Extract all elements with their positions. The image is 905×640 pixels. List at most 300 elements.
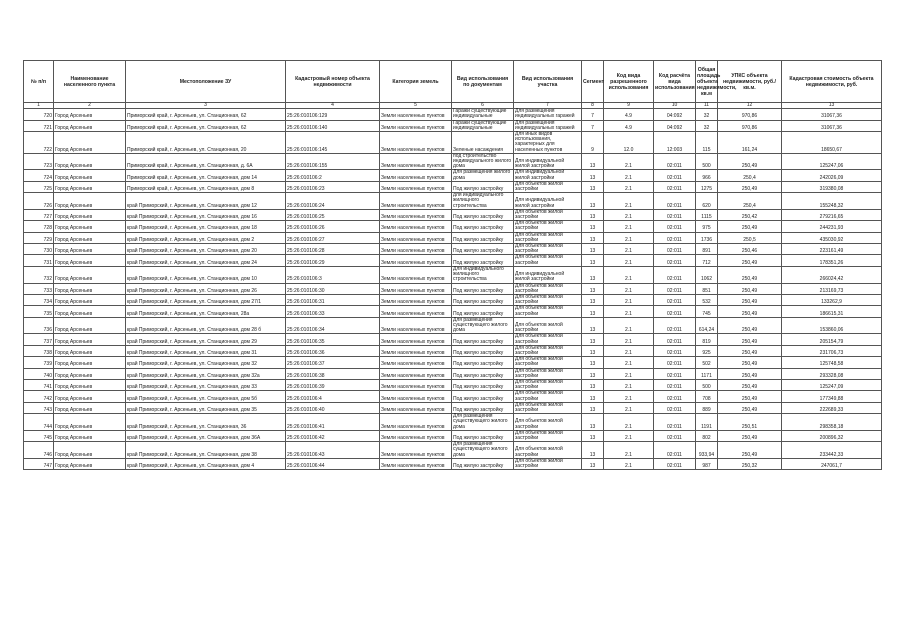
document-use-cell: Под жилую застройку bbox=[452, 357, 514, 368]
cadastral-cost-cell: 233442,33 bbox=[782, 442, 882, 459]
cadastral-number-cell: 25:26:010106:26 bbox=[286, 221, 380, 232]
permitted-use-code-cell: 2.1 bbox=[604, 170, 654, 181]
area-cell: 851 bbox=[696, 283, 718, 294]
settlement-name-cell: Город Арсеньев bbox=[54, 402, 126, 413]
column-number: 9 bbox=[604, 103, 654, 109]
document-use-cell: Под жилую застройку bbox=[452, 345, 514, 356]
header-cell: УПКС объекта недвижимости, руб./кв.м. bbox=[718, 61, 782, 103]
plot-location-cell: Приморский край, г. Арсеньев, ул. Станционная, дом 14 bbox=[126, 170, 286, 181]
row-number-cell: 744 bbox=[24, 414, 54, 431]
column-number: 8 bbox=[582, 103, 604, 109]
settlement-name-cell: Город Арсеньев bbox=[54, 244, 126, 255]
document-use-cell: Под жилую застройку bbox=[452, 209, 514, 220]
permitted-use-code-cell: 2.1 bbox=[604, 368, 654, 379]
use-calc-code-cell: 02:011 bbox=[654, 402, 696, 413]
land-category-cell: Земли населенных пунктов bbox=[380, 306, 452, 317]
upks-cell: 250,49 bbox=[718, 368, 782, 379]
row-number-cell: 730 bbox=[24, 244, 54, 255]
area-cell: 712 bbox=[696, 255, 718, 266]
segment-cell: 13 bbox=[582, 153, 604, 170]
cadastral-cost-cell: 222689,33 bbox=[782, 402, 882, 413]
plot-location-cell: край Приморский, г. Арсеньев, ул. Станционная, дом 24 bbox=[126, 255, 286, 266]
row-number-cell: 736 bbox=[24, 317, 54, 334]
plot-use-cell: Для объектов жилой застройки bbox=[514, 294, 582, 305]
permitted-use-code-cell: 2.1 bbox=[604, 391, 654, 402]
area-cell: 819 bbox=[696, 334, 718, 345]
table-row bbox=[24, 357, 882, 368]
cadastral-cost-cell: 153860,06 bbox=[782, 317, 882, 334]
plot-location-cell: Приморский край, г. Арсеньев, ул. Станционная, 62 bbox=[126, 109, 286, 120]
table-row bbox=[24, 402, 882, 413]
table-body bbox=[24, 109, 882, 470]
land-category-cell: Земли населенных пунктов bbox=[380, 458, 452, 469]
segment-cell: 13 bbox=[582, 345, 604, 356]
plot-location-cell: край Приморский, г. Арсеньев, ул. Станционная, дом 16 bbox=[126, 209, 286, 220]
plot-location-cell: край Приморский, г. Арсеньев, ул. Станционная, 28а bbox=[126, 306, 286, 317]
plot-location-cell: край Приморский, г. Арсеньев, ул. Станционная, дом 2 bbox=[126, 232, 286, 243]
document-use-cell: Гаражи существующие индивидуальные bbox=[452, 109, 514, 120]
table-row bbox=[24, 283, 882, 294]
cadastral-number-cell: 25:26:010106:43 bbox=[286, 442, 380, 459]
table-row bbox=[24, 132, 882, 154]
document-use-cell: Зеленые насаждения bbox=[452, 132, 514, 154]
cadastral-number-cell: 25:26:010106:38 bbox=[286, 368, 380, 379]
upks-cell: 250,46 bbox=[718, 244, 782, 255]
segment-cell: 13 bbox=[582, 193, 604, 210]
upks-cell: 250,51 bbox=[718, 414, 782, 431]
area-cell: 1062 bbox=[696, 266, 718, 283]
row-number-cell: 741 bbox=[24, 379, 54, 390]
settlement-name-cell: Город Арсеньев bbox=[54, 266, 126, 283]
use-calc-code-cell: 02:011 bbox=[654, 244, 696, 255]
cadastral-number-cell: 25:26:010106:39 bbox=[286, 379, 380, 390]
plot-location-cell: край Приморский, г. Арсеньев, ул. Станционная, 36 bbox=[126, 414, 286, 431]
cadastral-number-cell: 25:26:010106:24 bbox=[286, 193, 380, 210]
row-number-cell: 723 bbox=[24, 153, 54, 170]
segment-cell: 13 bbox=[582, 209, 604, 220]
upks-cell: 250,49 bbox=[718, 153, 782, 170]
permitted-use-code-cell: 2.1 bbox=[604, 244, 654, 255]
land-category-cell: Земли населенных пунктов bbox=[380, 244, 452, 255]
use-calc-code-cell: 02:011 bbox=[654, 414, 696, 431]
document-use-cell: Для размещения существующего жилого дома bbox=[452, 317, 514, 334]
cadastral-number-cell: 25:26:010106:40 bbox=[286, 402, 380, 413]
plot-location-cell: край Приморский, г. Арсеньев, ул. Станционная, дом 4 bbox=[126, 458, 286, 469]
plot-location-cell: Приморский край, г. Арсеньев, ул. Станционная, 62 bbox=[126, 120, 286, 131]
row-number-cell: 745 bbox=[24, 430, 54, 441]
settlement-name-cell: Город Арсеньев bbox=[54, 221, 126, 232]
area-cell: 532 bbox=[696, 294, 718, 305]
document-use-cell: Под жилую застройку bbox=[452, 391, 514, 402]
upks-cell: 250,49 bbox=[718, 379, 782, 390]
permitted-use-code-cell: 2.1 bbox=[604, 193, 654, 210]
table-row bbox=[24, 109, 882, 120]
permitted-use-code-cell: 4.9 bbox=[604, 109, 654, 120]
document-use-cell: Под жилую застройку bbox=[452, 244, 514, 255]
row-number-cell: 735 bbox=[24, 306, 54, 317]
plot-use-cell: Для объектов жилой застройки bbox=[514, 232, 582, 243]
row-number-cell: 746 bbox=[24, 442, 54, 459]
land-category-cell: Земли населенных пунктов bbox=[380, 294, 452, 305]
cadastral-cost-cell: 18650,67 bbox=[782, 132, 882, 154]
settlement-name-cell: Город Арсеньев bbox=[54, 414, 126, 431]
use-calc-code-cell: 02:011 bbox=[654, 255, 696, 266]
upks-cell: 250,49 bbox=[718, 283, 782, 294]
land-category-cell: Земли населенных пунктов bbox=[380, 402, 452, 413]
column-number: 11 bbox=[696, 103, 718, 109]
header-cell: Вид использования по документам bbox=[452, 61, 514, 103]
plot-use-cell: Для объектов жилой застройки bbox=[514, 221, 582, 232]
table-row bbox=[24, 414, 882, 431]
table-row bbox=[24, 345, 882, 356]
area-cell: 745 bbox=[696, 306, 718, 317]
segment-cell: 13 bbox=[582, 221, 604, 232]
land-category-cell: Земли населенных пунктов bbox=[380, 391, 452, 402]
plot-use-cell: Для объектов жилой застройки bbox=[514, 357, 582, 368]
settlement-name-cell: Город Арсеньев bbox=[54, 283, 126, 294]
cadastral-number-cell: 25:26:010106:140 bbox=[286, 120, 380, 131]
settlement-name-cell: Город Арсеньев bbox=[54, 306, 126, 317]
segment-cell: 13 bbox=[582, 317, 604, 334]
plot-location-cell: край Приморский, г. Арсеньев, ул. Станционная, дом 33 bbox=[126, 379, 286, 390]
area-cell: 891 bbox=[696, 244, 718, 255]
plot-use-cell: Для объектов жилой застройки bbox=[514, 458, 582, 469]
cadastral-cost-cell: 31067,36 bbox=[782, 109, 882, 120]
cadastral-number-cell: 25:26:010106:27 bbox=[286, 232, 380, 243]
cadastral-cost-cell: 435030,92 bbox=[782, 232, 882, 243]
permitted-use-code-cell: 2.1 bbox=[604, 209, 654, 220]
document-use-cell: под строительство индивидуального жилого дома bbox=[452, 153, 514, 170]
cadastral-number-cell: 25:26:010106:42 bbox=[286, 430, 380, 441]
area-cell: 933,94 bbox=[696, 442, 718, 459]
segment-cell: 13 bbox=[582, 232, 604, 243]
plot-location-cell: Приморский край, г. Арсеньев, ул. Станционная, д. 6А bbox=[126, 153, 286, 170]
cadastral-cost-cell: 125748,58 bbox=[782, 357, 882, 368]
plot-use-cell: Для объектов жилой застройки bbox=[514, 317, 582, 334]
segment-cell: 13 bbox=[582, 430, 604, 441]
plot-use-cell: Для индивидуальной жилой застройки bbox=[514, 170, 582, 181]
plot-location-cell: край Приморский, г. Арсеньев, ул. Станционная, дом 10 bbox=[126, 266, 286, 283]
use-calc-code-cell: 02:011 bbox=[654, 209, 696, 220]
header-cell: Категория земель bbox=[380, 61, 452, 103]
upks-cell: 250,49 bbox=[718, 294, 782, 305]
table-row bbox=[24, 120, 882, 131]
cadastral-cost-cell: 319380,08 bbox=[782, 181, 882, 192]
permitted-use-code-cell: 2.1 bbox=[604, 294, 654, 305]
area-cell: 32 bbox=[696, 109, 718, 120]
use-calc-code-cell: 12:003 bbox=[654, 132, 696, 154]
cadastral-number-cell: 25:26:010106:3 bbox=[286, 266, 380, 283]
cadastral-cost-cell: 231706,73 bbox=[782, 345, 882, 356]
table-row bbox=[24, 368, 882, 379]
cadastral-number-cell: 25:26:010106:36 bbox=[286, 345, 380, 356]
row-number-cell: 739 bbox=[24, 357, 54, 368]
permitted-use-code-cell: 4.9 bbox=[604, 120, 654, 131]
plot-use-cell: Для индивидуальной жилой застройки bbox=[514, 266, 582, 283]
upks-cell: 250,49 bbox=[718, 402, 782, 413]
plot-use-cell: Для объектов жилой застройки bbox=[514, 283, 582, 294]
land-category-cell: Земли населенных пунктов bbox=[380, 132, 452, 154]
cadastral-cost-cell: 223161,49 bbox=[782, 244, 882, 255]
settlement-name-cell: Город Арсеньев bbox=[54, 368, 126, 379]
use-calc-code-cell: 02:011 bbox=[654, 357, 696, 368]
cadastral-cost-cell: 266024,42 bbox=[782, 266, 882, 283]
plot-use-cell: Для объектов жилой застройки bbox=[514, 379, 582, 390]
cadastral-number-cell: 25:26:010106:28 bbox=[286, 244, 380, 255]
use-calc-code-cell: 02:011 bbox=[654, 193, 696, 210]
use-calc-code-cell: 02:011 bbox=[654, 442, 696, 459]
permitted-use-code-cell: 12.0 bbox=[604, 132, 654, 154]
use-calc-code-cell: 02:011 bbox=[654, 306, 696, 317]
segment-cell: 13 bbox=[582, 266, 604, 283]
document-use-cell: Под жилую застройку bbox=[452, 368, 514, 379]
cadastral-cost-cell: 31067,36 bbox=[782, 120, 882, 131]
table-header-row bbox=[24, 61, 882, 103]
use-calc-code-cell: 02:011 bbox=[654, 170, 696, 181]
use-calc-code-cell: 02:011 bbox=[654, 334, 696, 345]
row-number-cell: 722 bbox=[24, 132, 54, 154]
header-cell: Кадастровая стоимость объекта недвижимости, руб. bbox=[782, 61, 882, 103]
settlement-name-cell: Город Арсеньев bbox=[54, 379, 126, 390]
segment-cell: 13 bbox=[582, 357, 604, 368]
segment-cell: 13 bbox=[582, 283, 604, 294]
area-cell: 500 bbox=[696, 153, 718, 170]
plot-use-cell: Для объектов жилой застройки bbox=[514, 334, 582, 345]
permitted-use-code-cell: 2.1 bbox=[604, 357, 654, 368]
plot-location-cell: край Приморский, г. Арсеньев, ул. Станционная, дом 38 bbox=[126, 442, 286, 459]
document-use-cell: Под жилую застройку bbox=[452, 430, 514, 441]
column-number: 13 bbox=[782, 103, 882, 109]
document-use-cell: Под жилую застройку bbox=[452, 458, 514, 469]
table-row bbox=[24, 170, 882, 181]
area-cell: 925 bbox=[696, 345, 718, 356]
area-cell: 975 bbox=[696, 221, 718, 232]
segment-cell: 13 bbox=[582, 334, 604, 345]
table-row bbox=[24, 306, 882, 317]
segment-cell: 13 bbox=[582, 294, 604, 305]
land-category-cell: Земли населенных пунктов bbox=[380, 109, 452, 120]
upks-cell: 250,4 bbox=[718, 170, 782, 181]
permitted-use-code-cell: 2.1 bbox=[604, 221, 654, 232]
cadastral-cost-cell: 186615,31 bbox=[782, 306, 882, 317]
settlement-name-cell: Город Арсеньев bbox=[54, 317, 126, 334]
permitted-use-code-cell: 2.1 bbox=[604, 255, 654, 266]
plot-use-cell: Для иных видов использования, характерных для населенных пунктов bbox=[514, 132, 582, 154]
permitted-use-code-cell: 2.1 bbox=[604, 345, 654, 356]
settlement-name-cell: Город Арсеньев bbox=[54, 153, 126, 170]
column-number: 5 bbox=[380, 103, 452, 109]
plot-location-cell: край Приморский, г. Арсеньев, ул. Станционная, дом 12 bbox=[126, 193, 286, 210]
land-category-cell: Земли населенных пунктов bbox=[380, 221, 452, 232]
cadastral-cost-cell: 125247,09 bbox=[782, 379, 882, 390]
column-number: 4 bbox=[286, 103, 380, 109]
upks-cell: 250,49 bbox=[718, 391, 782, 402]
row-number-cell: 738 bbox=[24, 345, 54, 356]
permitted-use-code-cell: 2.1 bbox=[604, 414, 654, 431]
document-use-cell: Под жилую застройку bbox=[452, 379, 514, 390]
row-number-cell: 720 bbox=[24, 109, 54, 120]
document-use-cell: Для размещения существующего жилого дома bbox=[452, 442, 514, 459]
table-row bbox=[24, 430, 882, 441]
column-number: 10 bbox=[654, 103, 696, 109]
plot-location-cell: край Приморский, г. Арсеньев, ул. Станционная, дом 36А bbox=[126, 430, 286, 441]
plot-location-cell: край Приморский, г. Арсеньев, ул. Станционная, дом 32а bbox=[126, 368, 286, 379]
cadastral-value-table bbox=[23, 60, 882, 470]
upks-cell: 250,49 bbox=[718, 442, 782, 459]
segment-cell: 13 bbox=[582, 255, 604, 266]
segment-cell: 13 bbox=[582, 170, 604, 181]
segment-cell: 7 bbox=[582, 109, 604, 120]
land-category-cell: Земли населенных пунктов bbox=[380, 368, 452, 379]
cadastral-cost-cell: 244231,93 bbox=[782, 221, 882, 232]
plot-location-cell: край Приморский, г. Арсеньев, ул. Станционная, дом 35 bbox=[126, 402, 286, 413]
cadastral-number-cell: 25:26:010106:37 bbox=[286, 357, 380, 368]
table-row bbox=[24, 153, 882, 170]
settlement-name-cell: Город Арсеньев bbox=[54, 391, 126, 402]
cadastral-number-cell: 25:26:010106:35 bbox=[286, 334, 380, 345]
column-number: 6 bbox=[452, 103, 514, 109]
area-cell: 708 bbox=[696, 391, 718, 402]
table-row bbox=[24, 391, 882, 402]
plot-use-cell: Для размещения индивидуальных гаражей bbox=[514, 109, 582, 120]
upks-cell: 250,5 bbox=[718, 232, 782, 243]
upks-cell: 250,49 bbox=[718, 357, 782, 368]
use-calc-code-cell: 02:011 bbox=[654, 283, 696, 294]
table-row bbox=[24, 255, 882, 266]
settlement-name-cell: Город Арсеньев bbox=[54, 181, 126, 192]
plot-location-cell: край Приморский, г. Арсеньев, ул. Станционная, дом 29 bbox=[126, 334, 286, 345]
row-number-cell: 727 bbox=[24, 209, 54, 220]
use-calc-code-cell: 02:011 bbox=[654, 232, 696, 243]
area-cell: 115 bbox=[696, 132, 718, 154]
land-category-cell: Земли населенных пунктов bbox=[380, 232, 452, 243]
cadastral-number-cell: 25:26:010106:30 bbox=[286, 283, 380, 294]
document-use-cell: Под жилую застройку bbox=[452, 181, 514, 192]
area-cell: 802 bbox=[696, 430, 718, 441]
cadastral-number-cell: 25:26:010106:2 bbox=[286, 170, 380, 181]
use-calc-code-cell: 02:011 bbox=[654, 294, 696, 305]
plot-use-cell: Для объектов жилой застройки bbox=[514, 368, 582, 379]
cadastral-number-cell: 25:26:010106:145 bbox=[286, 132, 380, 154]
use-calc-code-cell: 02:011 bbox=[654, 379, 696, 390]
upks-cell: 970,86 bbox=[718, 109, 782, 120]
upks-cell: 250,32 bbox=[718, 458, 782, 469]
row-number-cell: 742 bbox=[24, 391, 54, 402]
row-number-cell: 743 bbox=[24, 402, 54, 413]
column-number: 7 bbox=[514, 103, 582, 109]
cadastral-cost-cell: 205154,79 bbox=[782, 334, 882, 345]
plot-use-cell: Для объектов жилой застройки bbox=[514, 391, 582, 402]
cadastral-number-cell: 25:26:010106:31 bbox=[286, 294, 380, 305]
area-cell: 889 bbox=[696, 402, 718, 413]
permitted-use-code-cell: 2.1 bbox=[604, 379, 654, 390]
area-cell: 966 bbox=[696, 170, 718, 181]
segment-cell: 13 bbox=[582, 414, 604, 431]
document-use-cell: для индивидуального жилищного строительства bbox=[452, 193, 514, 210]
plot-location-cell: Приморский край, г. Арсеньев, ул. Станционная, 20 bbox=[126, 132, 286, 154]
row-number-cell: 725 bbox=[24, 181, 54, 192]
row-number-cell: 726 bbox=[24, 193, 54, 210]
land-category-cell: Земли населенных пунктов bbox=[380, 345, 452, 356]
upks-cell: 250,49 bbox=[718, 181, 782, 192]
document-use-cell: Под жилую застройку bbox=[452, 334, 514, 345]
land-category-cell: Земли населенных пунктов bbox=[380, 317, 452, 334]
use-calc-code-cell: 04:092 bbox=[654, 120, 696, 131]
segment-cell: 13 bbox=[582, 181, 604, 192]
document-use-cell: Для размещения существующего жилого дома bbox=[452, 414, 514, 431]
permitted-use-code-cell: 2.1 bbox=[604, 181, 654, 192]
plot-use-cell: Для объектов жилой застройки bbox=[514, 430, 582, 441]
row-number-cell: 724 bbox=[24, 170, 54, 181]
table-row bbox=[24, 266, 882, 283]
land-category-cell: Земли населенных пунктов bbox=[380, 120, 452, 131]
cadastral-cost-cell: 247061,7 bbox=[782, 458, 882, 469]
table-row bbox=[24, 181, 882, 192]
settlement-name-cell: Город Арсеньев bbox=[54, 232, 126, 243]
table-row bbox=[24, 458, 882, 469]
plot-location-cell: край Приморский, г. Арсеньев, ул. Станционная, дом 5б bbox=[126, 391, 286, 402]
area-cell: 1736 bbox=[696, 232, 718, 243]
settlement-name-cell: Город Арсеньев bbox=[54, 458, 126, 469]
land-category-cell: Земли населенных пунктов bbox=[380, 209, 452, 220]
row-number-cell: 733 bbox=[24, 283, 54, 294]
land-category-cell: Земли населенных пунктов bbox=[380, 334, 452, 345]
header-cell: Местоположение ЗУ bbox=[126, 61, 286, 103]
area-cell: 502 bbox=[696, 357, 718, 368]
use-calc-code-cell: 02:011 bbox=[654, 153, 696, 170]
row-number-cell: 731 bbox=[24, 255, 54, 266]
land-category-cell: Земли населенных пунктов bbox=[380, 181, 452, 192]
cadastral-number-cell: 25:26:010106:25 bbox=[286, 209, 380, 220]
area-cell: 614,24 bbox=[696, 317, 718, 334]
upks-cell: 250,49 bbox=[718, 317, 782, 334]
segment-cell: 7 bbox=[582, 120, 604, 131]
settlement-name-cell: Город Арсеньев bbox=[54, 442, 126, 459]
settlement-name-cell: Город Арсеньев bbox=[54, 334, 126, 345]
permitted-use-code-cell: 2.1 bbox=[604, 430, 654, 441]
land-category-cell: Земли населенных пунктов bbox=[380, 414, 452, 431]
settlement-name-cell: Город Арсеньев bbox=[54, 255, 126, 266]
land-category-cell: Земли населенных пунктов bbox=[380, 266, 452, 283]
cadastral-number-cell: 25:26:010106:4 bbox=[286, 391, 380, 402]
cadastral-cost-cell: 155248,32 bbox=[782, 193, 882, 210]
land-category-cell: Земли населенных пунктов bbox=[380, 379, 452, 390]
use-calc-code-cell: 02:011 bbox=[654, 430, 696, 441]
upks-cell: 250,49 bbox=[718, 266, 782, 283]
document-use-cell: Под жилую застройку bbox=[452, 294, 514, 305]
document-use-cell: Для индивидуального жилищного строительства bbox=[452, 266, 514, 283]
document-use-cell: Под жилую застройку bbox=[452, 221, 514, 232]
settlement-name-cell: Город Арсеньев bbox=[54, 132, 126, 154]
cadastral-number-cell: 25:26:010106:29 bbox=[286, 255, 380, 266]
cadastral-cost-cell: 178351,26 bbox=[782, 255, 882, 266]
header-cell: № п/п bbox=[24, 61, 54, 103]
cadastral-cost-cell: 213169,73 bbox=[782, 283, 882, 294]
header-cell: Сегмент bbox=[582, 61, 604, 103]
use-calc-code-cell: 02:011 bbox=[654, 266, 696, 283]
use-calc-code-cell: 04:092 bbox=[654, 109, 696, 120]
plot-use-cell: Для индивидуальной жилой застройки bbox=[514, 193, 582, 210]
row-number-cell: 734 bbox=[24, 294, 54, 305]
land-category-cell: Земли населенных пунктов bbox=[380, 442, 452, 459]
document-use-cell: Под жилую застройку bbox=[452, 283, 514, 294]
segment-cell: 13 bbox=[582, 306, 604, 317]
upks-cell: 250,4 bbox=[718, 193, 782, 210]
cadastral-number-cell: 25:26:010106:33 bbox=[286, 306, 380, 317]
row-number-cell: 728 bbox=[24, 221, 54, 232]
cadastral-cost-cell: 279216,65 bbox=[782, 209, 882, 220]
segment-cell: 13 bbox=[582, 244, 604, 255]
